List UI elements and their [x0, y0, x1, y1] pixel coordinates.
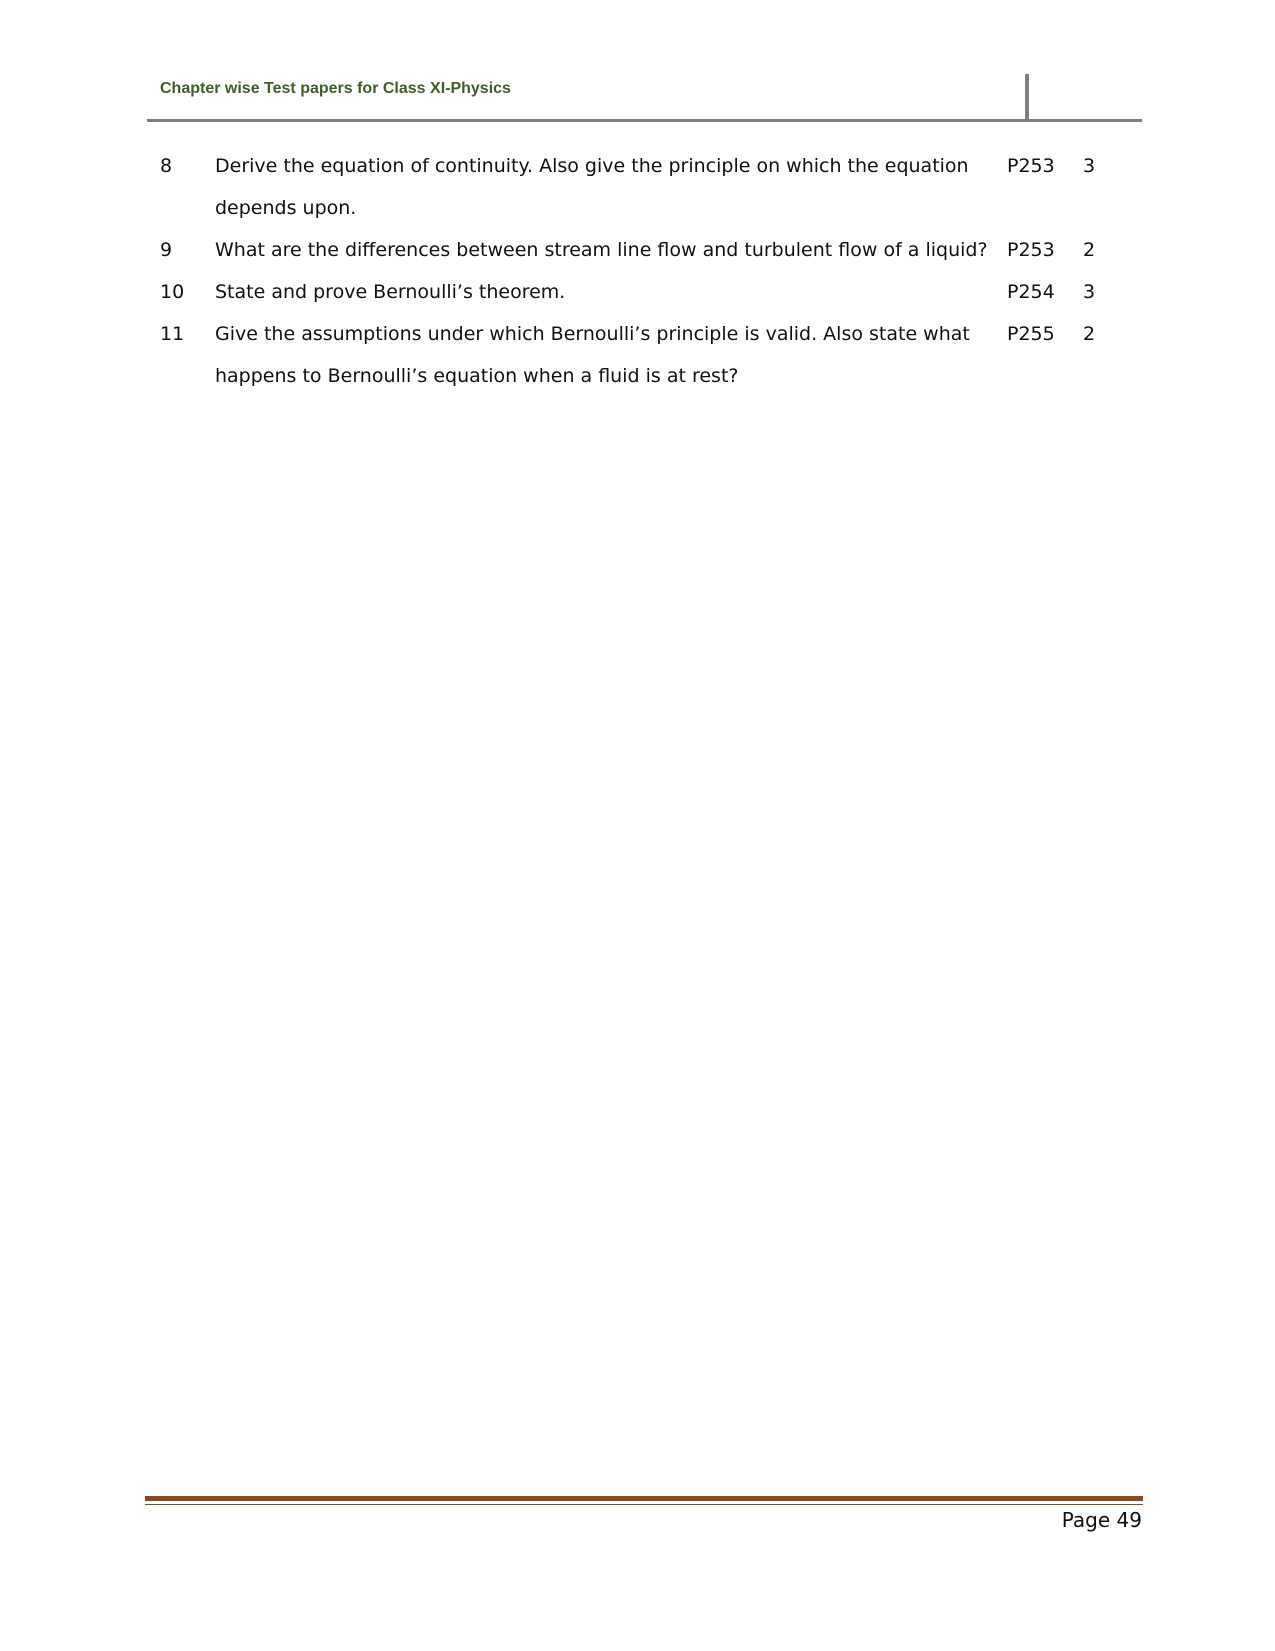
question-text: Give the assumptions under which Bernoulli’s principle is valid. Also state what happens to Bernoulli’s equation when a fluid is at rest?: [215, 323, 970, 387]
question-marks: 2: [1083, 239, 1096, 261]
question-text: State and prove Bernoulli’s theorem.: [215, 281, 566, 303]
question-text: Derive the equation of continuity. Also give the principle on which the equation depends upon.: [215, 155, 969, 219]
question-page-ref: P253: [1007, 155, 1055, 177]
question-row: [160, 229, 1110, 271]
question-page-ref: P254: [1007, 281, 1055, 303]
question-text: What are the differences between stream line flow and turbulent flow of a liquid?: [215, 239, 988, 261]
footer-rule: [145, 1496, 1143, 1501]
header-vertical-bar: [1025, 74, 1029, 120]
question-number: 10: [160, 281, 185, 303]
question-row: [160, 271, 1110, 313]
page-number: Page 49: [1061, 1508, 1142, 1532]
header-title: Chapter wise Test papers for Class XI-Physics: [160, 80, 511, 97]
question-page-ref: P253: [1007, 239, 1055, 261]
footer-rule-thin: [145, 1504, 1143, 1505]
header-rule: [147, 119, 1142, 122]
question-row: [160, 145, 1110, 229]
question-page-ref: P255: [1007, 323, 1055, 345]
question-marks: 3: [1083, 155, 1096, 177]
question-number: 8: [160, 155, 173, 177]
question-list: [160, 145, 1110, 397]
question-marks: 2: [1083, 323, 1096, 345]
question-marks: 3: [1083, 281, 1096, 303]
question-row: [160, 313, 1110, 397]
question-number: 11: [160, 323, 185, 345]
question-number: 9: [160, 239, 173, 261]
